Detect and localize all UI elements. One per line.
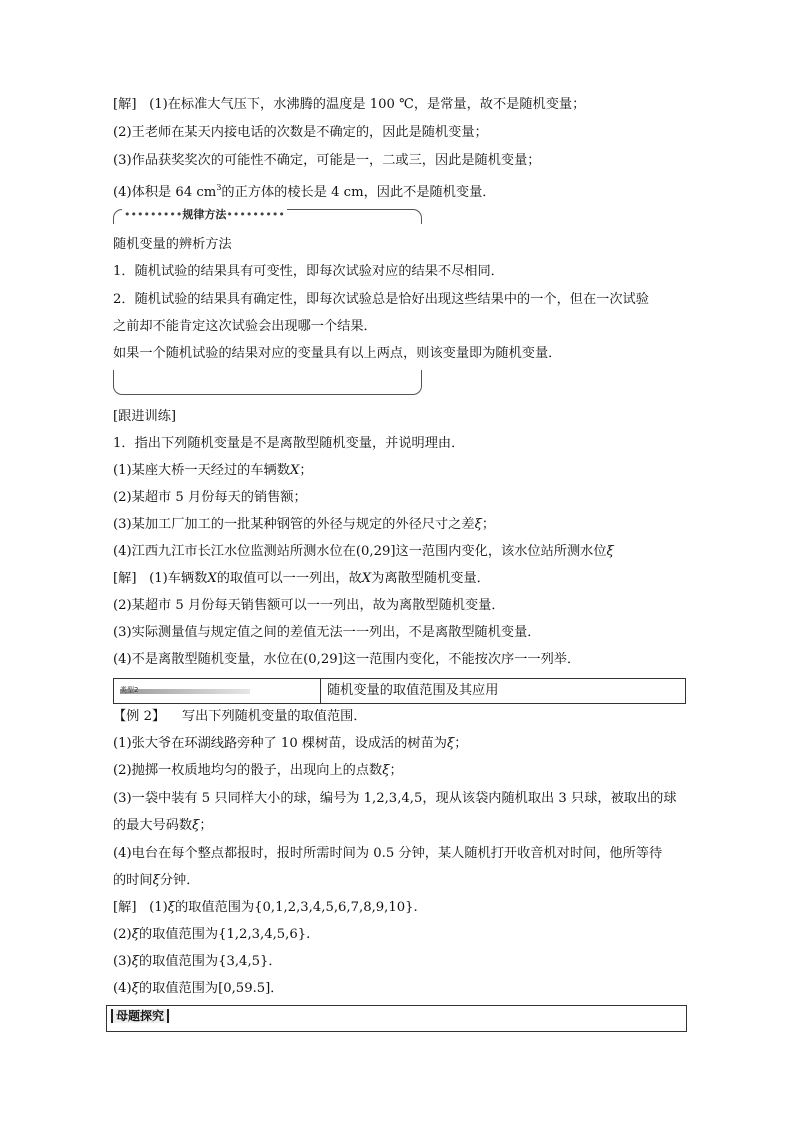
method-point-2b: 之前却不能肯定这次试验会出现哪一个结果．: [113, 319, 377, 334]
solution-line-1: [解] (1)在标准大气压下，水沸腾的温度是 100 ℃，是常量，故不是随机变量；: [113, 97, 586, 112]
example-solution-4: (4)ξ的取值范围为[0,59.5]．: [113, 981, 284, 996]
topic-banner-graphic: [120, 689, 250, 694]
practice-item-1: (1)某座大桥一天经过的车辆数X；: [113, 463, 313, 478]
explore-label: 母题探究: [111, 1009, 169, 1023]
example-item-1: (1)张大爷在环湖线路旁种了 10 棵树苗，设成活的树苗为ξ；: [113, 736, 468, 751]
example-item-2: (2)抛掷一枚质地均匀的骰子，出现向上的点数ξ；: [113, 763, 403, 778]
example-solution-tag: [解]: [113, 900, 137, 915]
topic-title: 随机变量的取值范围及其应用: [327, 683, 499, 698]
practice-question: 1．指出下列随机变量是不是离散型随机变量，并说明理由．: [113, 436, 465, 451]
method-label: •••••••••规律方法•••••••••: [124, 208, 285, 221]
practice-answer-2: (2)某超市 5 月份每天销售额可以一一列出，故为离散型随机变量．: [113, 598, 505, 613]
practice-answer-tag: [解]: [113, 571, 137, 586]
practice-item-3: (3)某加工厂加工的一批某种钢管的外径与规定的外径尺寸之差ξ；: [113, 517, 496, 532]
explore-box: [106, 1005, 687, 1032]
example-solution-2: (2)ξ的取值范围为{1,2,3,4,5,6}.: [113, 927, 311, 942]
topic-header-box: [113, 678, 686, 704]
example-item-4a: (4)电台在每个整点都报时，报时所需时间为 0.5 分钟，某人随机打开收音机对时间，他所等待: [113, 846, 663, 861]
practice-item-2: (2)某超市 5 月份每天的销售额；: [113, 490, 307, 505]
practice-answer-4: (4)不是离散型随机变量，水位在(0,29]这一范围内变化，不能按次序一一列举．: [113, 652, 581, 667]
example-solution-1: [解] (1)ξ的取值范围为{0,1,2,3,4,5,6,7,8,9,10}.: [113, 900, 418, 915]
example-item-4b: 的时间ξ分钟．: [113, 873, 200, 888]
method-title: 随机变量的辨析方法: [113, 237, 232, 252]
solution-line-3: (3)作品获奖奖次的可能性不确定，可能是一，二或三，因此是随机变量；: [113, 153, 541, 168]
solution-tag: [解]: [113, 97, 137, 112]
topic-tag: 类型2: [120, 686, 139, 694]
practice-answer-1: [解] (1)车辆数X的取值可以一一列出，故X为离散型随机变量．: [113, 571, 490, 586]
solution-line-2: (2)王老师在某天内接电话的次数是不确定的，因此是随机变量；: [113, 125, 488, 140]
method-point-1: 1．随机试验的结果具有可变性，即每次试验对应的结果不尽相同．: [113, 264, 504, 279]
practice-item-4: (4)江西九江市长江水位监测站所测水位在(0,29]这一范围内变化，该水位站所测水位ξ: [113, 544, 614, 559]
practice-answer-3: (3)实际测量值与规定值之间的差值无法一一列出，不是离散型随机变量．: [113, 625, 541, 640]
method-conclusion: 如果一个随机试验的结果对应的变量具有以上两点，则该变量即为随机变量．: [113, 346, 562, 361]
solution-line-4: (4)体积是 64 $cm^3$的正方体的棱长是 4 cm，因此不是随机变量．: [113, 183, 496, 200]
example-solution-3: (3)ξ的取值范围为{3,4,5}．: [113, 954, 282, 969]
example-tag: 【例 2】: [113, 709, 166, 724]
method-box-bottom: [113, 370, 422, 395]
method-point-2a: 2．随机试验的结果具有确定性，即每次试验总是恰好出现这些结果中的一个，但在一次试验: [113, 292, 649, 307]
practice-header: [跟进训练]: [113, 409, 177, 424]
topic-tag-cell: [114, 679, 321, 703]
example-item-3b: 的最大号码数ξ；: [113, 818, 213, 833]
example-header: 【例 2】 写出下列随机变量的取值范围．: [113, 709, 367, 724]
example-item-3a: (3)一袋中装有 5 只同样大小的球，编号为 1,2,3,4,5，现从该袋内随机取出 3 只球，被取出的球: [113, 791, 677, 806]
